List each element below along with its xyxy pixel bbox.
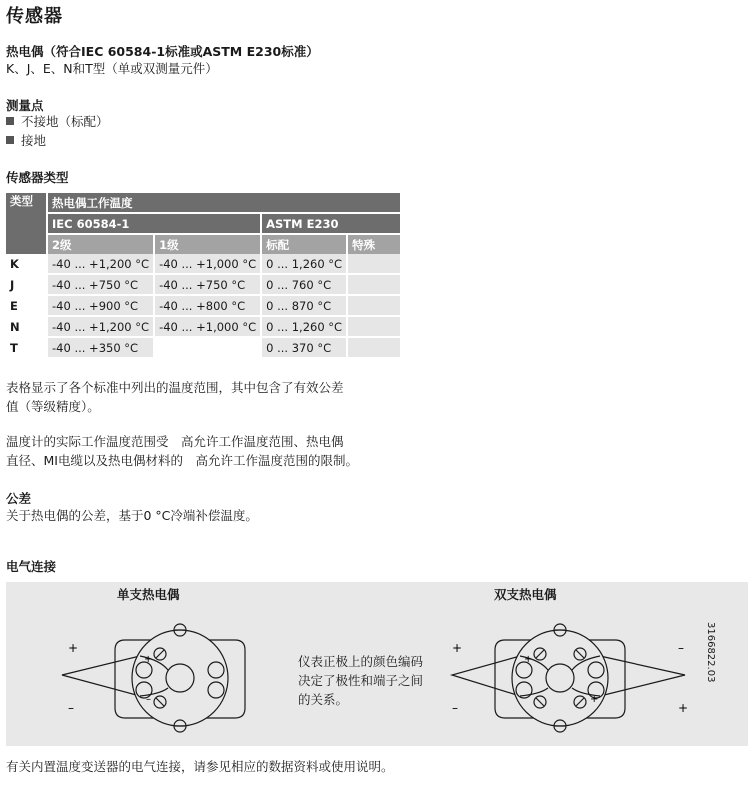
table-cell: -40 ... +900 °C [47, 295, 154, 316]
single-thermocouple-diagram [40, 600, 290, 740]
table-cell [347, 274, 400, 295]
table-row [6, 274, 400, 295]
plus-sign: + [68, 641, 79, 655]
table-cell [347, 295, 400, 316]
sensor-types-heading: 传感器类型 [6, 170, 69, 185]
table-cell: -40 ... +800 °C [154, 295, 261, 316]
table-cell: 0 ... 1,260 °C [261, 254, 347, 274]
plus-sign: + [524, 654, 533, 665]
tolerance-text: 关于热电偶的公差，基于0 °C冷端补偿温度。 [6, 508, 258, 523]
table-cell [347, 254, 400, 274]
note-line: 的关系。 [298, 692, 349, 707]
table-cell-type: J [10, 277, 15, 292]
paragraph-line: 表格显示了各个标准中列出的温度范围，其中包含了有效公差 [6, 380, 344, 395]
table-cell: -40 ... +750 °C [154, 274, 261, 295]
plus-sign: + [590, 694, 599, 705]
table-row [6, 254, 400, 274]
note-line: 仪表正极上的颜色编码 [298, 654, 424, 669]
note-line: 决定了极性和端子之间 [298, 673, 424, 688]
paragraph-line: 直径、MI电缆以及热电偶材料的 高允许工作温度范围的限制。 [6, 453, 358, 468]
table-cell: -40 ... +1,200 °C [47, 316, 154, 337]
table-cell-type: E [10, 298, 18, 313]
table-row [6, 295, 400, 316]
electrical-heading: 电气连接 [6, 559, 57, 574]
table-subheader: 2级 [47, 234, 154, 254]
list-item [6, 112, 109, 131]
plus-sign: + [678, 701, 689, 715]
figure-code: 3166822.03 [705, 622, 716, 683]
minus-sign: – [68, 701, 74, 715]
table-cell [154, 337, 261, 358]
table-header-astm: ASTM E230 [261, 213, 400, 234]
table-cell: 0 ... 370 °C [261, 337, 347, 358]
table-subheader: 特殊 [347, 234, 400, 254]
sensor-temperature-table [6, 193, 400, 359]
minus-sign: – [452, 701, 458, 715]
table-cell: 0 ... 870 °C [261, 295, 347, 316]
table-cell: 0 ... 1,260 °C [261, 316, 347, 337]
table-subheader: 1级 [154, 234, 261, 254]
table-cell-type: K [10, 257, 19, 271]
table-cell: -40 ... +1,000 °C [154, 254, 261, 274]
thermocouple-heading: 热电偶（符合IEC 60584-1标准或ASTM E230标准） [6, 44, 319, 59]
bullet-icon [6, 117, 14, 125]
thermocouple-types: K、J、E、N和T型（单或双测量元件） [6, 61, 218, 76]
table-cell: -40 ... +1,200 °C [47, 254, 154, 274]
plus-sign: + [452, 641, 463, 655]
list-item [6, 131, 46, 150]
list-item-label: 接地 [21, 133, 47, 148]
table-header-type: 类型 [6, 193, 47, 254]
dual-thermocouple-diagram [440, 600, 710, 740]
page-title: 传感器 [6, 6, 63, 27]
table-cell: -40 ... +750 °C [47, 274, 154, 295]
paragraph-line: 温度计的实际工作温度范围受 高允许工作温度范围、热电偶 [6, 434, 344, 449]
table-row [6, 316, 400, 337]
single-thermocouple-title: 单支热电偶 [117, 587, 180, 602]
dual-thermocouple-title: 双支热电偶 [494, 587, 557, 602]
table-cell: -40 ... +1,000 °C [154, 316, 261, 337]
polarity-note [298, 652, 423, 709]
paragraph-limits [6, 432, 358, 470]
minus-sign: – [146, 694, 151, 705]
paragraph-line: 值（等级精度）。 [6, 399, 100, 414]
table-cell-type: T [10, 340, 18, 355]
tolerance-heading: 公差 [6, 491, 32, 506]
table-cell: -40 ... +350 °C [47, 337, 154, 358]
table-row [6, 337, 400, 358]
bullet-icon [6, 136, 14, 144]
table-header-temperature: 热电偶工作温度 [47, 193, 400, 213]
list-item-label: 不接地（标配） [21, 114, 109, 129]
table-header-iec: IEC 60584-1 [47, 213, 261, 234]
paragraph-ranges [6, 378, 344, 416]
minus-sign: – [678, 641, 684, 655]
table-cell [347, 316, 400, 337]
measuring-point-heading: 测量点 [6, 98, 44, 113]
table-subheader: 标配 [261, 234, 347, 254]
table-cell-type: N [10, 319, 20, 334]
table-cell [347, 337, 400, 358]
table-cell: 0 ... 760 °C [261, 274, 347, 295]
plus-sign: + [144, 654, 153, 665]
footer-note: 有关内置温度变送器的电气连接，请参见相应的数据资料或使用说明。 [6, 759, 394, 774]
